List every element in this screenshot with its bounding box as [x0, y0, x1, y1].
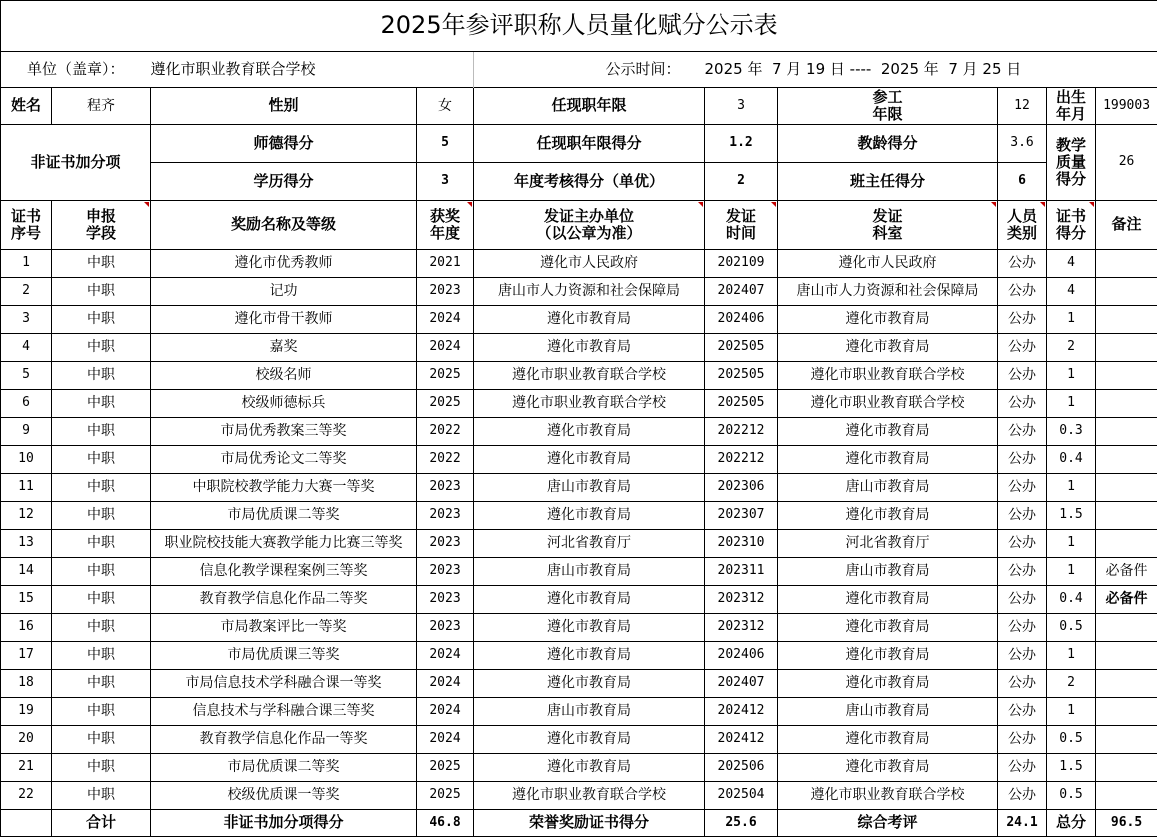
annual-label: 年度考核得分（单优） [474, 163, 705, 201]
publicity-label: 公示时间： [605, 59, 681, 78]
row-type: 公办 [998, 782, 1047, 810]
row-stage: 中职 [52, 306, 151, 334]
row-stage: 中职 [52, 446, 151, 474]
row-date: 202406 [705, 306, 778, 334]
row-dept: 唐山市教育局 [778, 698, 998, 726]
row-award: 遵化市骨干教师 [151, 306, 417, 334]
eval-value: 24.1 [998, 810, 1047, 837]
row-dept: 遵化市教育局 [778, 502, 998, 530]
row-date: 202212 [705, 418, 778, 446]
row-issuer: 遵化市职业教育联合学校 [474, 390, 705, 418]
col-header-score: 证书得分 [1047, 201, 1096, 250]
row-date: 202312 [705, 586, 778, 614]
row-stage: 中职 [52, 530, 151, 558]
row-year: 2025 [417, 390, 474, 418]
row-number: 4 [1, 334, 52, 362]
row-award: 信息技术与学科融合课三等奖 [151, 698, 417, 726]
row-stage: 中职 [52, 502, 151, 530]
row-score: 1 [1047, 642, 1096, 670]
row-note [1096, 278, 1157, 306]
row-number: 3 [1, 306, 52, 334]
row-year: 2024 [417, 698, 474, 726]
ethics-label: 师德得分 [151, 125, 417, 163]
row-type: 公办 [998, 698, 1047, 726]
years-score-label: 任现职年限得分 [474, 125, 705, 163]
row-date: 202311 [705, 558, 778, 586]
row-dept: 遵化市教育局 [778, 446, 998, 474]
row-number: 10 [1, 446, 52, 474]
row-type: 公办 [998, 754, 1047, 782]
row-type: 公办 [998, 306, 1047, 334]
row-number: 2 [1, 278, 52, 306]
row-award: 教育教学信息化作品二等奖 [151, 586, 417, 614]
row-score: 2 [1047, 670, 1096, 698]
current-years-value: 3 [705, 88, 778, 125]
row-year: 2021 [417, 250, 474, 278]
row-year: 2024 [417, 642, 474, 670]
footer-blank [1, 810, 52, 837]
ethics-value: 5 [417, 125, 474, 163]
years-score-value: 1.2 [705, 125, 778, 163]
row-date: 202312 [705, 614, 778, 642]
row-issuer: 遵化市教育局 [474, 614, 705, 642]
page-title: 2025年参评职称人员量化赋分公示表 [1, 1, 1157, 52]
table-row [1, 698, 1157, 726]
row-number: 21 [1, 754, 52, 782]
non-cert-total-label: 非证书加分项得分 [151, 810, 417, 837]
row-number: 22 [1, 782, 52, 810]
row-dept: 遵化市职业教育联合学校 [778, 362, 998, 390]
non-cert-total-value: 46.8 [417, 810, 474, 837]
col-header-issuer: 发证主办单位（以公章为准） [474, 201, 705, 250]
row-date: 202412 [705, 726, 778, 754]
row-stage: 中职 [52, 390, 151, 418]
row-award: 市局优质课三等奖 [151, 642, 417, 670]
row-number: 16 [1, 614, 52, 642]
row-note [1096, 670, 1157, 698]
row-award: 市局信息技术学科融合课一等奖 [151, 670, 417, 698]
col-header-year: 获奖年度 [417, 201, 474, 250]
row-issuer: 遵化市职业教育联合学校 [474, 782, 705, 810]
row-award: 嘉奖 [151, 334, 417, 362]
row-date: 202505 [705, 390, 778, 418]
row-type: 公办 [998, 530, 1047, 558]
row-number: 17 [1, 642, 52, 670]
row-dept: 遵化市教育局 [778, 306, 998, 334]
row-issuer: 遵化市教育局 [474, 502, 705, 530]
row-stage: 中职 [52, 278, 151, 306]
row-note [1096, 362, 1157, 390]
row-type: 公办 [998, 362, 1047, 390]
gender-value: 女 [417, 88, 474, 125]
table-row [1, 362, 1157, 390]
row-score: 1.5 [1047, 502, 1096, 530]
row-year: 2024 [417, 334, 474, 362]
row-year: 2024 [417, 670, 474, 698]
row-type: 公办 [998, 586, 1047, 614]
row-date: 202109 [705, 250, 778, 278]
row-award: 记功 [151, 278, 417, 306]
row-note [1096, 726, 1157, 754]
row-type: 公办 [998, 418, 1047, 446]
row-year: 2023 [417, 558, 474, 586]
row-date: 202504 [705, 782, 778, 810]
row-stage: 中职 [52, 474, 151, 502]
row-score: 0.5 [1047, 614, 1096, 642]
row-note: 必备件 [1096, 586, 1157, 614]
row-year: 2023 [417, 614, 474, 642]
row-award: 校级优质课一等奖 [151, 782, 417, 810]
row-issuer: 唐山市教育局 [474, 698, 705, 726]
row-award: 市局优质课二等奖 [151, 502, 417, 530]
row-issuer: 遵化市教育局 [474, 726, 705, 754]
table-row [1, 334, 1157, 362]
row-date: 202306 [705, 474, 778, 502]
quality-value: 26 [1096, 125, 1157, 201]
teaching-age-label: 教龄得分 [778, 125, 998, 163]
table-row [1, 586, 1157, 614]
row-dept: 遵化市教育局 [778, 670, 998, 698]
row-note [1096, 698, 1157, 726]
row-dept: 遵化市人民政府 [778, 250, 998, 278]
row-score: 1 [1047, 390, 1096, 418]
table-row [1, 670, 1157, 698]
row-issuer: 遵化市教育局 [474, 586, 705, 614]
row-type: 公办 [998, 558, 1047, 586]
table-row [1, 418, 1157, 446]
row-score: 4 [1047, 250, 1096, 278]
row-stage: 中职 [52, 362, 151, 390]
table-row [1, 726, 1157, 754]
row-year: 2025 [417, 754, 474, 782]
row-dept: 河北省教育厅 [778, 530, 998, 558]
row-award: 遵化市优秀教师 [151, 250, 417, 278]
row-issuer: 河北省教育厅 [474, 530, 705, 558]
row-type: 公办 [998, 726, 1047, 754]
row-type: 公办 [998, 446, 1047, 474]
row-score: 1 [1047, 306, 1096, 334]
row-stage: 中职 [52, 250, 151, 278]
row-issuer: 遵化市教育局 [474, 334, 705, 362]
row-stage: 中职 [52, 586, 151, 614]
publicity-period: 2025 年 7 月 19 日 ---- 2025 年 7 月 25 日 [705, 52, 1157, 88]
row-award: 教育教学信息化作品一等奖 [151, 726, 417, 754]
row-issuer: 遵化市教育局 [474, 670, 705, 698]
name-value: 程齐 [52, 88, 151, 125]
current-years-label: 任现职年限 [474, 88, 705, 125]
row-year: 2024 [417, 306, 474, 334]
work-years-value: 12 [998, 88, 1047, 125]
row-number: 20 [1, 726, 52, 754]
table-row [1, 390, 1157, 418]
row-dept: 遵化市教育局 [778, 586, 998, 614]
row-note [1096, 334, 1157, 362]
row-score: 1 [1047, 474, 1096, 502]
row-award: 市局教案评比一等奖 [151, 614, 417, 642]
row-type: 公办 [998, 642, 1047, 670]
row-type: 公办 [998, 278, 1047, 306]
row-award: 市局优秀教案三等奖 [151, 418, 417, 446]
row-note [1096, 446, 1157, 474]
table-row [1, 306, 1157, 334]
head-teacher-value: 6 [998, 163, 1047, 201]
row-stage: 中职 [52, 614, 151, 642]
row-score: 1 [1047, 362, 1096, 390]
row-number: 1 [1, 250, 52, 278]
row-issuer: 遵化市教育局 [474, 306, 705, 334]
honor-value: 25.6 [705, 810, 778, 837]
table-row [1, 558, 1157, 586]
table-row [1, 642, 1157, 670]
sum-label: 总分 [1047, 810, 1096, 837]
table-row [1, 754, 1157, 782]
row-dept: 遵化市教育局 [778, 334, 998, 362]
row-issuer: 遵化市人民政府 [474, 250, 705, 278]
row-dept: 遵化市教育局 [778, 642, 998, 670]
row-number: 5 [1, 362, 52, 390]
row-issuer: 唐山市人力资源和社会保障局 [474, 278, 705, 306]
row-type: 公办 [998, 474, 1047, 502]
row-number: 18 [1, 670, 52, 698]
row-type: 公办 [998, 250, 1047, 278]
row-score: 0.5 [1047, 782, 1096, 810]
row-year: 2022 [417, 446, 474, 474]
row-score: 4 [1047, 278, 1096, 306]
row-score: 0.3 [1047, 418, 1096, 446]
row-note [1096, 614, 1157, 642]
teaching-age-value: 3.6 [998, 125, 1047, 163]
award-rows [1, 250, 1157, 810]
table-row [1, 278, 1157, 306]
row-dept: 唐山市教育局 [778, 474, 998, 502]
annual-value: 2 [705, 163, 778, 201]
row-issuer: 唐山市教育局 [474, 474, 705, 502]
row-note [1096, 474, 1157, 502]
name-label: 姓名 [1, 88, 52, 125]
row-stage: 中职 [52, 754, 151, 782]
row-type: 公办 [998, 334, 1047, 362]
row-year: 2022 [417, 418, 474, 446]
row-date: 202505 [705, 334, 778, 362]
row-year: 2025 [417, 782, 474, 810]
total-label: 合计 [52, 810, 151, 837]
row-number: 19 [1, 698, 52, 726]
row-date: 202505 [705, 362, 778, 390]
row-type: 公办 [998, 614, 1047, 642]
row-score: 0.4 [1047, 586, 1096, 614]
col-header-stage: 申报学段 [52, 201, 151, 250]
birth-value: 199003 [1096, 88, 1157, 125]
row-note [1096, 754, 1157, 782]
edu-label: 学历得分 [151, 163, 417, 201]
table-row [1, 782, 1157, 810]
col-header-date: 发证时间 [705, 201, 778, 250]
row-number: 12 [1, 502, 52, 530]
row-award: 市局优秀论文二等奖 [151, 446, 417, 474]
row-stage: 中职 [52, 418, 151, 446]
row-type: 公办 [998, 502, 1047, 530]
unit-name: 遵化市职业教育联合学校 [151, 52, 474, 88]
row-date: 202407 [705, 670, 778, 698]
row-award: 校级名师 [151, 362, 417, 390]
row-type: 公办 [998, 670, 1047, 698]
row-stage: 中职 [52, 558, 151, 586]
table-row [1, 446, 1157, 474]
row-date: 202412 [705, 698, 778, 726]
birth-label: 出生年月 [1047, 88, 1096, 125]
row-dept: 遵化市教育局 [778, 614, 998, 642]
row-year: 2023 [417, 278, 474, 306]
row-score: 1.5 [1047, 754, 1096, 782]
col-header-dept: 发证科室 [778, 201, 998, 250]
row-stage: 中职 [52, 334, 151, 362]
row-year: 2025 [417, 362, 474, 390]
row-type: 公办 [998, 390, 1047, 418]
row-stage: 中职 [52, 670, 151, 698]
row-year: 2024 [417, 726, 474, 754]
row-note [1096, 642, 1157, 670]
row-score: 0.5 [1047, 726, 1096, 754]
table-row [1, 250, 1157, 278]
row-note [1096, 250, 1157, 278]
row-issuer: 遵化市职业教育联合学校 [474, 362, 705, 390]
row-year: 2023 [417, 586, 474, 614]
row-year: 2023 [417, 530, 474, 558]
row-date: 202310 [705, 530, 778, 558]
row-date: 202307 [705, 502, 778, 530]
row-dept: 遵化市教育局 [778, 418, 998, 446]
row-award: 校级师德标兵 [151, 390, 417, 418]
row-score: 0.4 [1047, 446, 1096, 474]
row-issuer: 遵化市教育局 [474, 446, 705, 474]
row-year: 2023 [417, 502, 474, 530]
col-header-award: 奖励名称及等级 [151, 201, 417, 250]
unit-label: 单位（盖章）： [1, 52, 151, 88]
col-header-no: 证书序号 [1, 201, 52, 250]
row-note [1096, 782, 1157, 810]
row-year: 2023 [417, 474, 474, 502]
row-dept: 唐山市教育局 [778, 558, 998, 586]
row-stage: 中职 [52, 698, 151, 726]
quality-label: 教学质量得分 [1047, 125, 1096, 201]
row-number: 6 [1, 390, 52, 418]
sum-value: 96.5 [1096, 810, 1157, 837]
row-score: 1 [1047, 698, 1096, 726]
row-dept: 唐山市人力资源和社会保障局 [778, 278, 998, 306]
row-award: 市局优质课二等奖 [151, 754, 417, 782]
row-note [1096, 530, 1157, 558]
row-date: 202406 [705, 642, 778, 670]
row-issuer: 遵化市教育局 [474, 642, 705, 670]
non-cert-label: 非证书加分项 [1, 125, 151, 201]
row-issuer: 唐山市教育局 [474, 558, 705, 586]
row-stage: 中职 [52, 726, 151, 754]
row-number: 15 [1, 586, 52, 614]
gender-label: 性别 [151, 88, 417, 125]
row-stage: 中职 [52, 782, 151, 810]
table-row [1, 502, 1157, 530]
table-row [1, 530, 1157, 558]
row-dept: 遵化市职业教育联合学校 [778, 390, 998, 418]
row-note: 必备件 [1096, 558, 1157, 586]
row-date: 202212 [705, 446, 778, 474]
table-row [1, 614, 1157, 642]
row-stage: 中职 [52, 642, 151, 670]
honor-label: 荣誉奖励证书得分 [474, 810, 705, 837]
row-score: 1 [1047, 558, 1096, 586]
row-date: 202506 [705, 754, 778, 782]
row-award: 中职院校教学能力大赛一等奖 [151, 474, 417, 502]
row-number: 9 [1, 418, 52, 446]
row-score: 1 [1047, 530, 1096, 558]
row-number: 13 [1, 530, 52, 558]
edu-value: 3 [417, 163, 474, 201]
row-score: 2 [1047, 334, 1096, 362]
row-issuer: 遵化市教育局 [474, 418, 705, 446]
row-number: 14 [1, 558, 52, 586]
col-header-type: 人员类别 [998, 201, 1047, 250]
work-years-label: 参工年限 [778, 88, 998, 125]
row-award: 信息化教学课程案例三等奖 [151, 558, 417, 586]
row-note [1096, 390, 1157, 418]
row-dept: 遵化市教育局 [778, 726, 998, 754]
row-dept: 遵化市教育局 [778, 754, 998, 782]
row-note [1096, 306, 1157, 334]
table-row [1, 474, 1157, 502]
col-header-note: 备注 [1096, 201, 1157, 250]
eval-label: 综合考评 [778, 810, 998, 837]
row-note [1096, 418, 1157, 446]
row-dept: 遵化市职业教育联合学校 [778, 782, 998, 810]
row-number: 11 [1, 474, 52, 502]
row-issuer: 遵化市教育局 [474, 754, 705, 782]
row-note [1096, 502, 1157, 530]
row-date: 202407 [705, 278, 778, 306]
row-award: 职业院校技能大赛教学能力比赛三等奖 [151, 530, 417, 558]
head-teacher-label: 班主任得分 [778, 163, 998, 201]
